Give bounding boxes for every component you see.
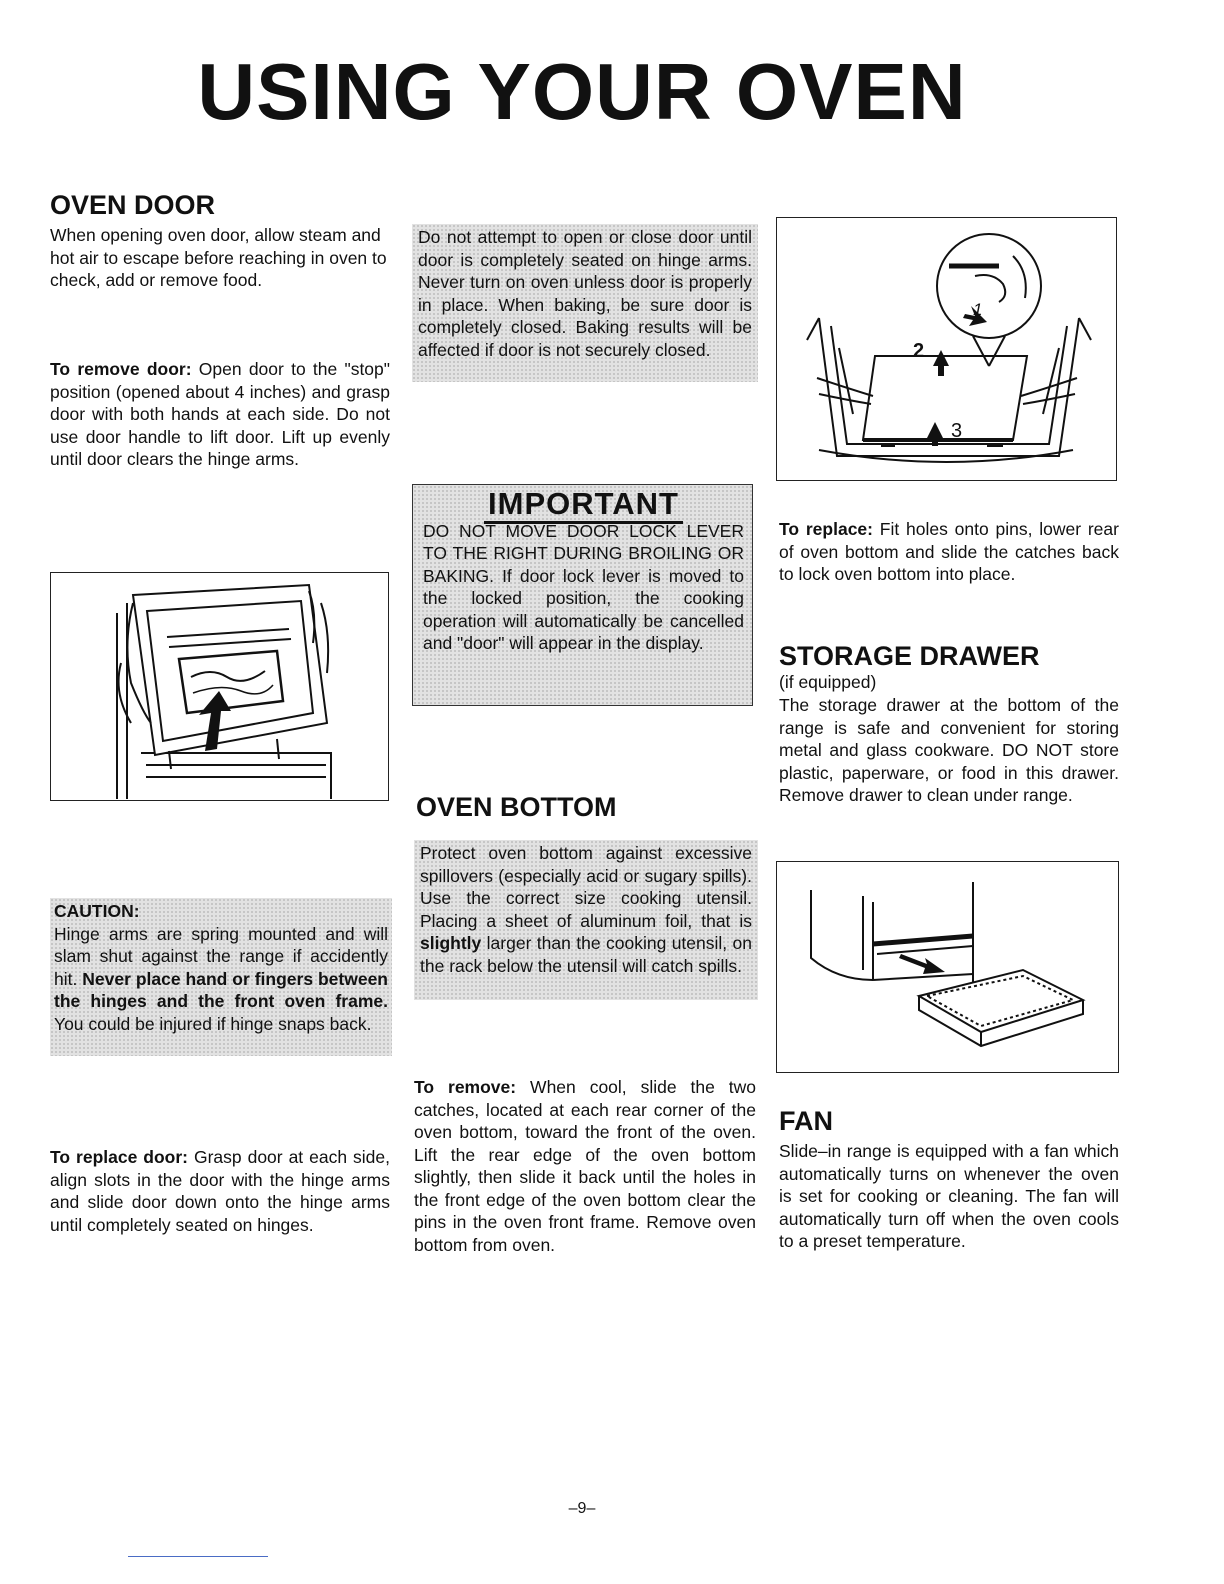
caution-label: CAUTION: (54, 901, 140, 921)
replace-door-text: Grasp door at each side, align slots in the door with the hinge arms and slide door down onto the hinge arms until completely seated on hinges. (50, 1147, 390, 1235)
oven-bottom-remove-label: To remove: (414, 1077, 517, 1097)
caution-note (50, 898, 392, 1056)
oven-door-intro: When opening oven door, allow steam and hot air to escape before reaching in oven to check, add or remove food. (50, 225, 387, 290)
replace-door-instructions (50, 1146, 390, 1236)
oven-bottom-remove-instructions (414, 1076, 756, 1256)
important-heading: IMPORTANT (484, 486, 683, 524)
figure-step-3: 3 (951, 420, 963, 442)
oven-bottom-note-1: Protect oven bottom against excessive spillovers (especially acid or sugary spills). Use the correct size cooking utensil. Placing a sheet of aluminum foil, that is (420, 843, 752, 931)
caution-text-1: Hinge arms are spring mounted and will slam shut against the range if accidently hit. (54, 923, 388, 989)
oven-bottom-note (414, 840, 758, 1000)
important-box (412, 484, 753, 706)
footer-rule (128, 1556, 268, 1557)
storage-drawer-illustration (777, 862, 1117, 1071)
fan-heading: FAN (779, 1106, 833, 1136)
caution-bold: Never place hand or fingers between the hinges and the front oven frame. (54, 968, 388, 1011)
figure-step-1: 1 (973, 300, 983, 319)
important-text: If door lock lever is moved to the locked position, the cooking operation will automatically be cancelled and "door" will appear in the display. (423, 565, 744, 653)
oven-bottom-replace-label: To replace: (779, 519, 873, 539)
oven-bottom-replace-instructions (779, 518, 1119, 586)
door-removal-illustration (51, 573, 387, 799)
remove-door-label: To remove door: (50, 359, 192, 379)
fan-text: Slide–in range is equipped with a fan which automatically turns on whenever the oven is set for cooking or cleaning. The fan will automatically turn off when the oven cools to a preset temperature. (779, 1141, 1119, 1251)
caution-text-2: You could be injured if hinge snaps back. (54, 1013, 372, 1034)
door-removal-figure (50, 572, 389, 801)
important-caps-text: DO NOT MOVE DOOR LOCK LEVER TO THE RIGHT DURING BROILING OR BAKING. (423, 520, 744, 586)
oven-bottom-remove-text: When cool, slide the two catches, located at each rear corner of the oven bottom, toward the front of the oven. Lift the rear edge of the oven bottom slightly, then slide it back until the holes in the front edge of the oven bottom clear the pins in the oven front frame. Remove oven bottom from oven. (414, 1077, 756, 1255)
oven-bottom-illustration (777, 218, 1115, 479)
storage-drawer-heading: STORAGE DRAWER (779, 641, 1040, 671)
oven-bottom-replace-text: Fit holes onto pins, lower rear of oven bottom and slide the catches back to lock oven bottom into place. (779, 519, 1119, 584)
remove-door-text: Open door to the "stop" position (opened about 4 inches) and grasp door with both hands at each side. Do not use door handle to lift door. Lift up evenly until door clears the hinge arms. (50, 359, 390, 469)
page-number: –9– (568, 1500, 596, 1517)
oven-bottom-note-bold: slightly (420, 933, 482, 953)
storage-drawer-subheading: (if equipped) (779, 672, 877, 692)
oven-bottom-heading: OVEN BOTTOM (416, 792, 617, 822)
door-warning-note: Do not attempt to open or close door until door is completely seated on hinge arms. Never turn on oven unless door is properly in place. When baking, be sure door is completely closed. Baking results will be affected if door is not securely closed. (412, 224, 758, 382)
storage-drawer-figure (776, 861, 1119, 1073)
oven-door-heading: OVEN DOOR (50, 190, 216, 220)
page-title: USING YOUR OVEN (197, 47, 967, 136)
figure-step-2: 2 (913, 340, 925, 362)
remove-door-instructions (50, 358, 390, 471)
storage-drawer-text: The storage drawer at the bottom of the range is safe and convenient for storing metal and glass cookware. DO NOT store plastic, paperware, or food in this drawer. Remove drawer to clean under range. (779, 695, 1119, 805)
replace-door-label: To replace door: (50, 1147, 188, 1167)
oven-bottom-figure (776, 217, 1117, 481)
oven-bottom-note-2: larger than the cooking utensil, on the rack below the utensil will catch spills. (420, 933, 752, 976)
